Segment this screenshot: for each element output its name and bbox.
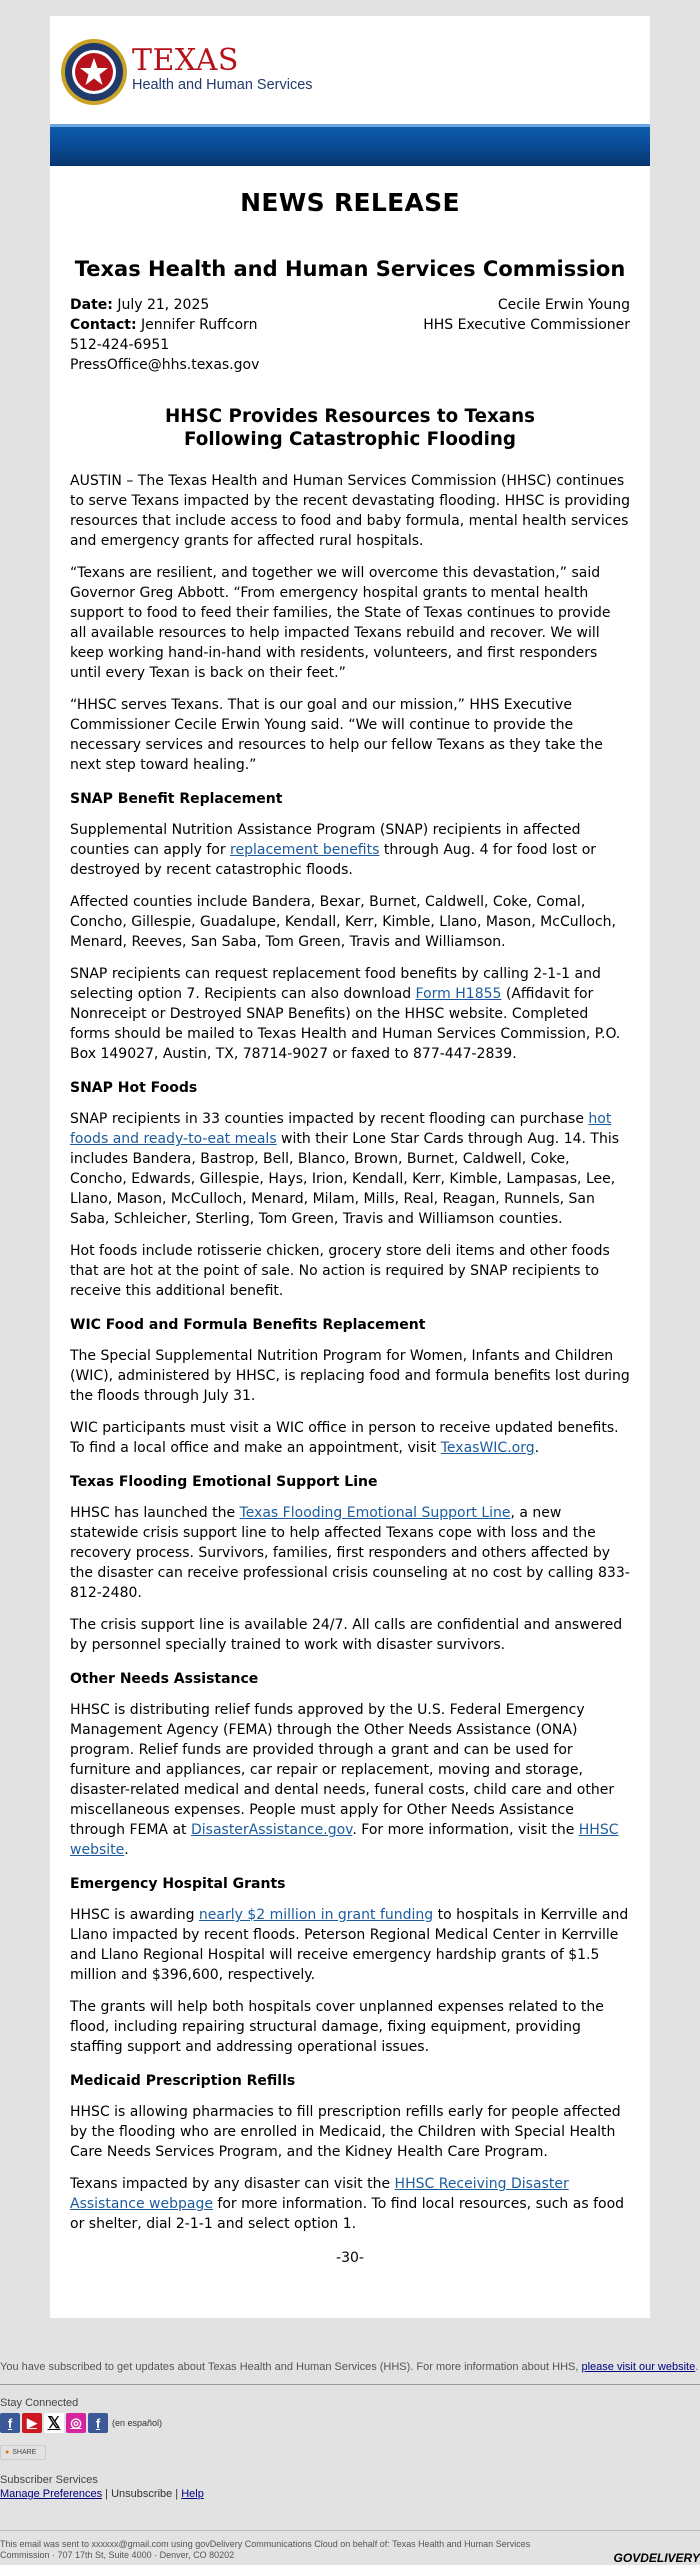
manage-preferences-link[interactable]: Manage Preferences xyxy=(0,2488,103,2500)
paragraph: Texans impacted by any disaster can visit the HHSC Receiving Disaster Assistance webpage for more information. To find local resources, such as food or shelter, dial 2-1-1 and select option 1. xyxy=(70,2176,625,2232)
headline-line2: Following Catastrophic Flooding xyxy=(184,429,516,450)
subscriber-services-label: Subscriber Services xyxy=(0,2474,98,2486)
paragraph: Hot foods include rotisserie chicken, grocery store deli items and other foods that are hot at the point of sale. No action is required by SNAP recipients to receive this additional benefit. xyxy=(70,1243,610,1299)
section-heading-ona: Other Needs Assistance xyxy=(70,1671,259,1687)
texas-seal-icon xyxy=(60,38,128,106)
disaster-assistance-link[interactable]: DisasterAssistance.gov xyxy=(190,1822,353,1838)
section-heading-medicaid: Medicaid Prescription Refills xyxy=(70,2073,296,2089)
espanol-label: (en español) xyxy=(112,2418,163,2428)
org-name: Texas Health and Human Services Commission xyxy=(74,257,626,281)
paragraph: SNAP recipients can request replacement food benefits by calling 2-1-1 and selecting option 7. Recipients can also download Form H1855 (Affidavit for Nonreceipt or Destroyed SNAP Benefits) on the HHSC website. Completed forms should be mailed to Texas Health and Human Services Commission, P.O. Box 149027, Austin, TX, 78714-9027 or faxed to 877-447-2839. xyxy=(70,966,621,1062)
logo-subtitle: Health and Human Services xyxy=(132,77,313,93)
paragraph: HHSC has launched the Texas Flooding Emotional Support Line, a new statewide crisis support line to help affected Texans cope with loss and the recovery process. Survivors, families, first responders and others affected by the disaster can receive professional crisis counseling at no cost by calling 833-812-2480. xyxy=(70,1505,630,1601)
paragraph: SNAP recipients in 33 counties impacted by recent flooding can purchase hot foods and ready-to-eat meals with their Lone Star Cards through Aug. 14. This includes Bandera, Bastrop, Bell, Blanco, Brown, Burnet, Caldwell, Coke, Concho, Edwards, Gillespie, Hays, Irion, Kendall, Kerr, Kimble, Lampasas, Lee, Llano, Mason, McCulloch, Menard, Milam, Mills, Real, Reagan, Runnels, San Saba, Schleicher, Sterling, Tom Green, Travis and Williamson counties. xyxy=(70,1111,620,1227)
paragraph: Affected counties include Bandera, Bexar, Burnet, Caldwell, Coke, Comal, Concho, Gillespie, Guadalupe, Kendall, Kerr, Kimble, Llano, Mason, McCulloch, Menard, Reeves, San Saba, Tom Green, Travis and Williamson. xyxy=(70,894,616,950)
header-band xyxy=(50,124,650,166)
section-heading-snap: SNAP Benefit Replacement xyxy=(70,791,283,807)
paragraph: The grants will help both hospitals cover unplanned expenses related to the flood, including repairing structural damage, fixing equipment, providing staffing support and addressing operational issues. xyxy=(70,1999,604,2055)
emotional-support-line-link[interactable]: Texas Flooding Emotional Support Line xyxy=(239,1505,511,1521)
release-date: July 21, 2025 xyxy=(117,297,210,313)
divider xyxy=(0,2384,700,2385)
paragraph: The crisis support line is available 24/7. All calls are confidential and answered by personnel specially trained to work with disaster survivors. xyxy=(70,1617,623,1653)
news-release-title: NEWS RELEASE xyxy=(240,188,460,217)
logo-header xyxy=(50,16,650,124)
form-h1855-link[interactable]: Form H1855 xyxy=(415,986,502,1002)
contact-right xyxy=(423,295,630,375)
help-link[interactable]: Help xyxy=(181,2488,204,2500)
govdelivery-logo: GOVDELIVERY xyxy=(613,2551,700,2565)
subscription-note: You have subscribed to get updates about Texas Health and Human Services (HHS). For more information about HHS, please visit our website. xyxy=(0,2361,699,2373)
paragraph: HHSC is awarding nearly $2 million in grant funding to hospitals in Kerrville and Llano impacted by recent floods. Peterson Regional Medical Center in Kerrville and Llano Regional Hospital will receive emergency hardship grants of $1.5 million and $396,600, respectively. xyxy=(70,1907,629,1983)
paragraph: The Special Supplemental Nutrition Program for Women, Infants and Children (WIC), administered by HHSC, is replacing food and formula benefits lost during the floods through July 31. xyxy=(70,1348,630,1404)
visit-website-link[interactable]: please visit our website xyxy=(581,2361,696,2373)
footer-bottom xyxy=(0,2530,700,2565)
section-heading-hospital-grants: Emergency Hospital Grants xyxy=(70,1876,286,1892)
commissioner-title: HHS Executive Commissioner xyxy=(423,317,630,333)
social-links xyxy=(0,2413,700,2433)
end-mark: -30- xyxy=(336,2250,364,2266)
paragraph: WIC participants must visit a WIC office in person to receive updated benefits. To find a local office and make an appointment, visit TexasWIC.org. xyxy=(70,1420,619,1456)
contact-email: PressOffice@hhs.texas.gov xyxy=(70,357,260,373)
email-footer xyxy=(0,2318,700,2565)
texaswic-link[interactable]: TexasWIC.org xyxy=(440,1440,535,1456)
grant-funding-link[interactable]: nearly $2 million in grant funding xyxy=(198,1907,434,1923)
paragraph: HHSC is allowing pharmacies to fill prescription refills early for people affected by the flooding who are enrolled in Medicaid, the Children with Special Health Care Needs Services Program, and the Kidney Health Care Program. xyxy=(70,2104,621,2160)
headline xyxy=(70,405,630,451)
facebook-icon[interactable]: f xyxy=(0,2413,20,2433)
commissioner-name: Cecile Erwin Young xyxy=(497,297,630,313)
contact-label: Contact: xyxy=(70,317,137,333)
share-button[interactable] xyxy=(0,2445,46,2460)
section-heading-hot-foods: SNAP Hot Foods xyxy=(70,1080,198,1096)
sent-notice: This email was sent to xxxxxx@gmail.com using govDelivery Communications Cloud on behalf of: Texas Health and Human Services Commission · 707 17th St, Suite 4000 · Denver, CO 80202 xyxy=(0,2539,531,2560)
facebook-espanol-icon[interactable]: f xyxy=(88,2413,108,2433)
contact-name: Jennifer Ruffcorn xyxy=(141,317,258,333)
paragraph: “HHSC serves Texans. That is our goal and our mission,” HHS Executive Commissioner Cecile Erwin Young said. “We will continue to provide the necessary services and resources to help our fellow Texans as they take the next step toward healing.” xyxy=(70,697,603,773)
paragraph: “Texans are resilient, and together we will overcome this devastation,” said Governor Greg Abbott. “From emergency hospital grants to mental health support to food to feed their families, the State of Texas continues to provide all available resources to help impacted Texans rebuild and recover. We will keep working hand-in-hand with residents, volunteers, and first responders until every Texan is back on their feet.” xyxy=(70,565,611,681)
instagram-icon[interactable]: ◎ xyxy=(66,2413,86,2433)
headline-line1: HHSC Provides Resources to Texans xyxy=(165,406,535,427)
section-heading-wic: WIC Food and Formula Benefits Replacement xyxy=(70,1317,426,1333)
disaster-assistance-webpage-link[interactable]: HHSC Receiving Disaster Assistance webpage xyxy=(70,2176,569,2212)
x-twitter-icon[interactable]: 𝕏 xyxy=(44,2413,64,2433)
stay-connected-label: Stay Connected xyxy=(0,2397,79,2409)
hot-foods-link[interactable]: hot foods and ready-to-eat meals xyxy=(70,1111,612,1147)
contact-block xyxy=(70,295,630,375)
email-body xyxy=(50,16,650,2318)
subscriber-links: Manage Preferences | Unsubscribe | Help xyxy=(0,2488,204,2500)
paragraph: Supplemental Nutrition Assistance Program (SNAP) recipients in affected counties can apply for replacement benefits through Aug. 4 for food lost or destroyed by recent catastrophic floods. xyxy=(70,822,597,878)
contact-left xyxy=(70,295,259,375)
youtube-icon[interactable]: ▶ xyxy=(22,2413,42,2433)
hhsc-website-link[interactable]: HHSC website xyxy=(70,1822,619,1858)
contact-phone: 512-424-6951 xyxy=(70,337,170,353)
share-label: SHARE xyxy=(12,2449,37,2456)
replacement-benefits-link[interactable]: replacement benefits xyxy=(230,842,380,858)
paragraph: HHSC is distributing relief funds approved by the U.S. Federal Emergency Management Agency (FEMA) through the Other Needs Assistance (ONA) program. Relief funds are provided through a grant and can be used for furniture and appliances, car repair or replacement, moving and storage, disaster-related medical and dental needs, funeral costs, child care and other miscellaneous expenses. People must apply for Other Needs Assistance through FEMA at DisasterAssistance.gov. For more information, visit the HHSC website. xyxy=(70,1702,619,1858)
unsubscribe-link[interactable]: Unsubscribe xyxy=(111,2488,173,2500)
paragraph: AUSTIN – The Texas Health and Human Services Commission (HHSC) continues to serve Texans impacted by the recent devastating flooding. HHSC is providing resources that include access to food and baby formula, mental health services and emergency grants for affected rural hospitals. xyxy=(70,473,631,549)
logo-texas: TEXAS xyxy=(132,43,239,78)
date-label: Date: xyxy=(70,297,113,313)
section-heading-emotional-support: Texas Flooding Emotional Support Line xyxy=(70,1474,378,1490)
logo-wordmark xyxy=(132,43,313,93)
share-icon: ● xyxy=(5,2449,10,2456)
